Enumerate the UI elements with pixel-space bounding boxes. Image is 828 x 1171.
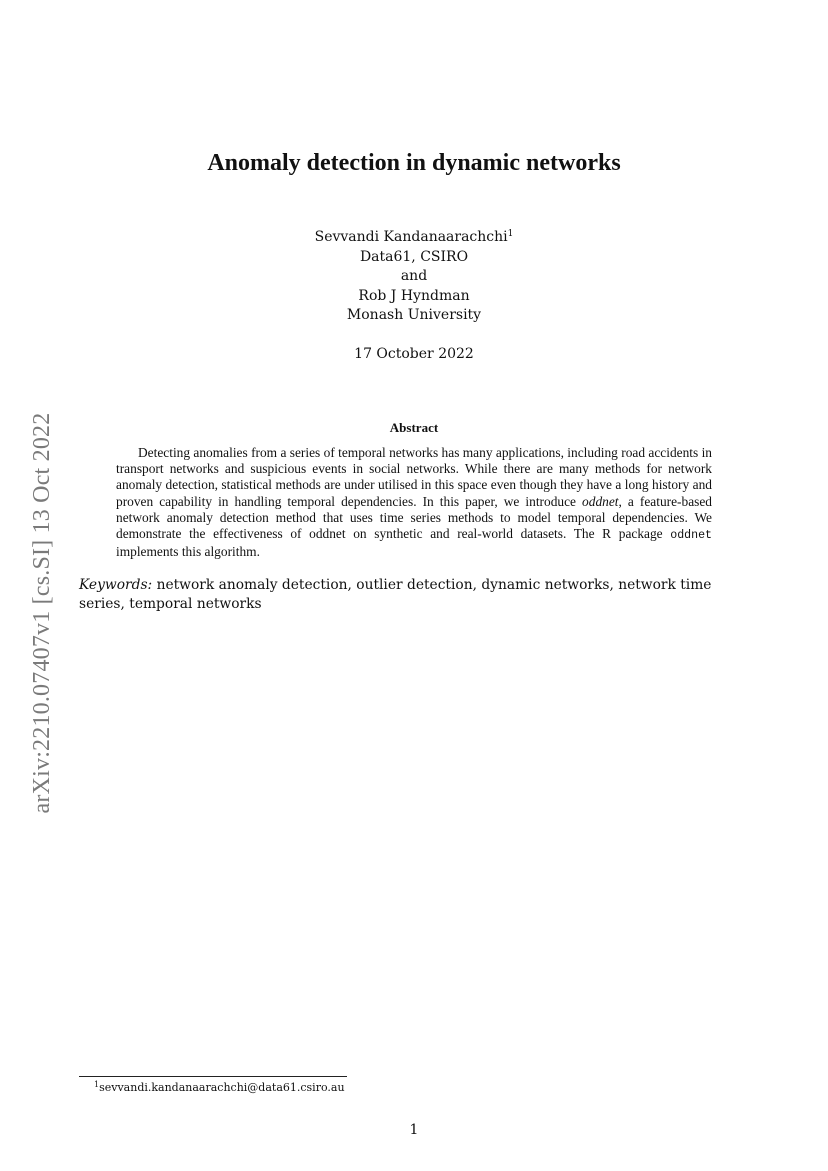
author-block (0, 228, 828, 326)
abstract-part-2: , a feature-based network anomaly detection method that uses time series methods to model temporal dependencies. We demonstrate the effectiveness of oddnet on synthetic and real-world datasets. The R package (116, 493, 712, 542)
abstract-part-3: implements this algorithm. (116, 544, 260, 560)
footnote-email: sevvandi.kandanaarachchi@data61.csiro.au (99, 1081, 345, 1094)
abstract-text (116, 445, 712, 560)
footnote-divider (79, 1076, 347, 1077)
arxiv-identifier-stamp: arXiv:2210.07407v1 [cs.SI] 13 Oct 2022 (29, 412, 55, 814)
abstract-method-name: oddnet (582, 493, 619, 509)
abstract-heading: Abstract (389, 420, 439, 435)
author-2-affiliation: Monash University (346, 307, 482, 324)
keywords-text: network anomaly detection, outlier detection, dynamic networks, network time series, temporal networks (79, 577, 712, 612)
author-1-affiliation: Data61, CSIRO (359, 248, 469, 265)
abstract-package-name: oddnet (670, 529, 712, 543)
paper-title: Anomaly detection in dynamic networks (207, 150, 621, 176)
footnote-mark: 1 (94, 1080, 100, 1089)
author-1-name: Sevvandi Kandanaarachchi (314, 229, 508, 245)
page-number: 1 (409, 1122, 419, 1138)
keywords-label: Keywords: (79, 577, 153, 593)
keywords (79, 576, 751, 614)
paper-date: 17 October 2022 (354, 346, 474, 362)
footnote (94, 1080, 345, 1095)
abstract-part-1: Detecting anomalies from a series of temporal networks has many applications, including road accidents in transport networks and suspicious events in social networks. While there are many methods for network anomaly detection, statistical methods are under utilised in this space even though they have a long history and proven capability in handling temporal dependencies. In this paper, we introduce (116, 445, 712, 509)
author-1-footnote-mark: 1 (507, 229, 514, 239)
author-1 (0, 228, 828, 248)
author-2-name: Rob J Hyndman (358, 287, 470, 304)
author-conjunction: and (400, 268, 428, 285)
